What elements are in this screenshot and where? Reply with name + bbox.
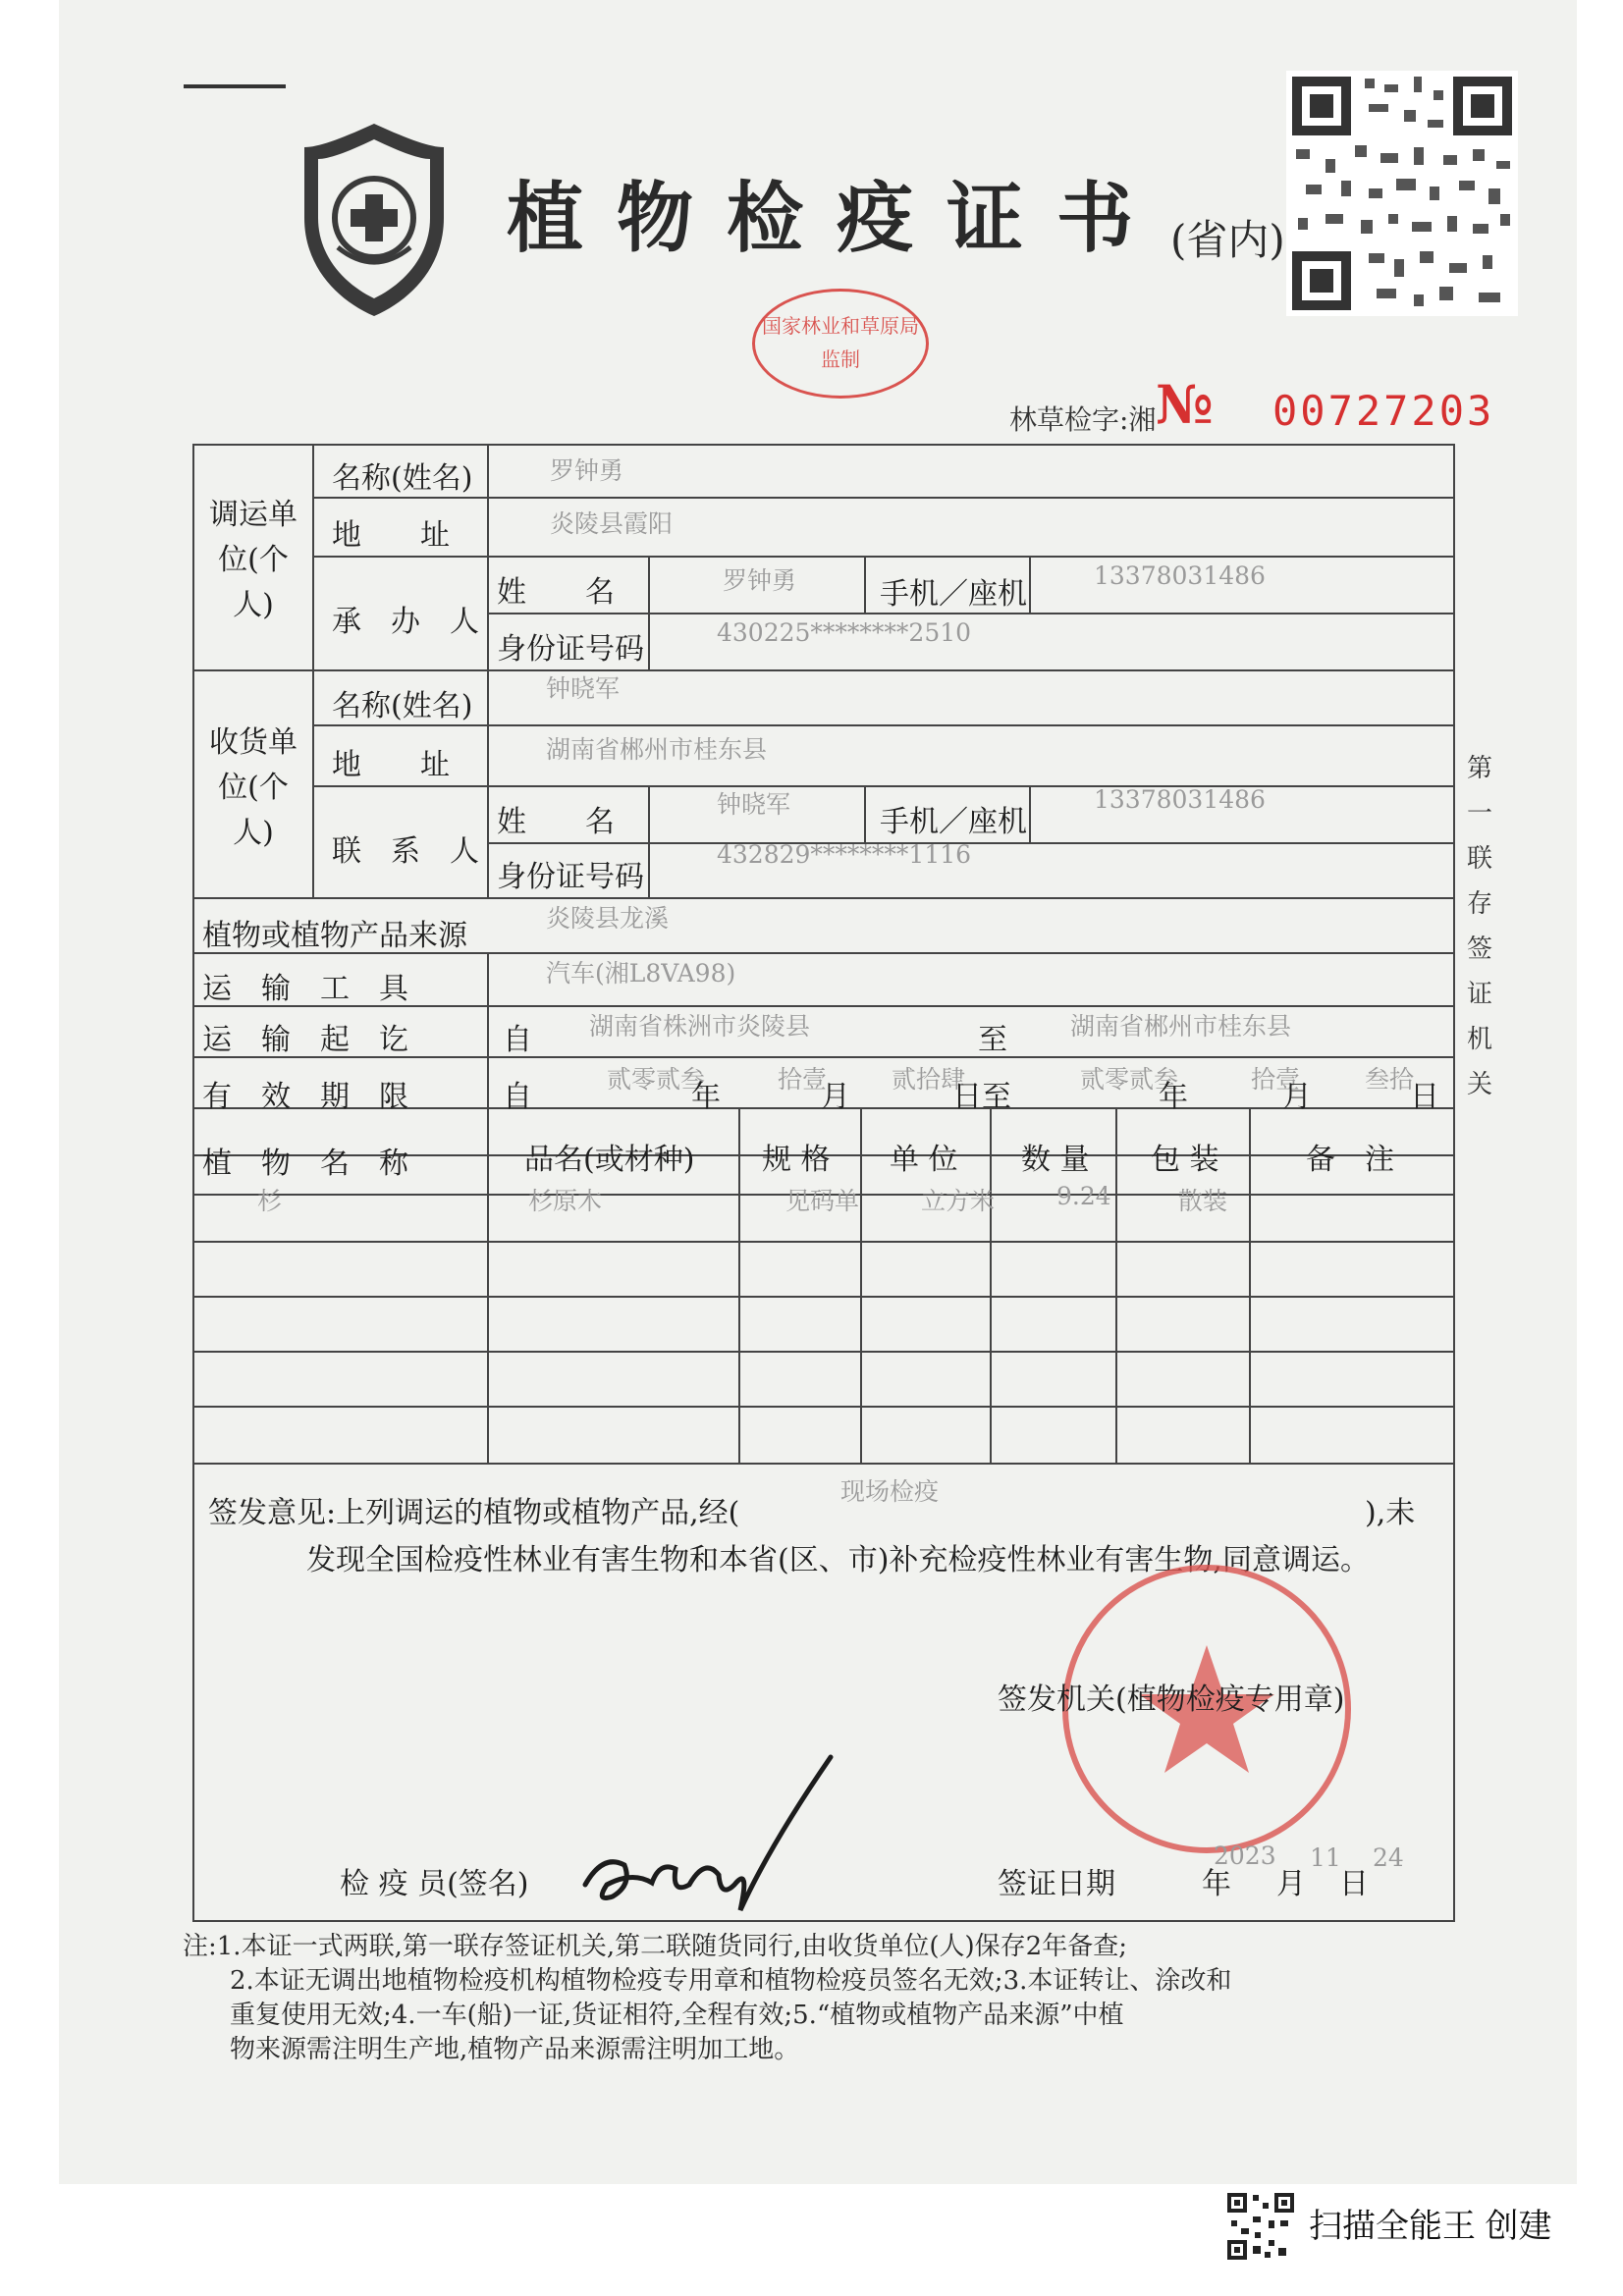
validity-year-label-2: 年 — [1159, 1080, 1188, 1114]
route-label: 运 输 起 讫 — [202, 1023, 408, 1057]
shipper-person-name-label: 姓 名 — [497, 575, 615, 610]
validity-from-year: 贰零贰叁 — [607, 1065, 706, 1094]
route-from-value: 湖南省株洲市炎陵县 — [589, 1012, 811, 1041]
goods-header-variety: 品名(或材种) — [524, 1143, 695, 1177]
issue-date-year: 2023 — [1214, 1842, 1276, 1870]
qr-code-icon — [1286, 71, 1518, 316]
shipper-address-label: 地 址 — [332, 518, 450, 553]
document-title: 植物检疫证书 — [507, 174, 1167, 263]
shield-emblem-icon — [300, 120, 448, 321]
issue-date-day: 24 — [1373, 1843, 1404, 1872]
validity-to-day: 叁拾 — [1365, 1065, 1415, 1094]
goods-cell-variety: 杉原木 — [528, 1187, 603, 1215]
goods-cell-unit: 立方米 — [921, 1187, 996, 1215]
receiver-id-value: 432829********1116 — [717, 840, 972, 869]
issue-month-label: 月 — [1276, 1867, 1306, 1901]
receiver-id-label: 身份证号码 — [497, 860, 644, 894]
shipper-handler-label: 承 办 人 — [332, 605, 479, 639]
issue-date-label: 签证日期 — [998, 1867, 1115, 1901]
validity-to-year: 贰零贰叁 — [1080, 1065, 1179, 1094]
route-from-label: 自 — [503, 1023, 532, 1057]
opinion-suffix: ),未 — [1365, 1496, 1416, 1530]
receiver-address-label: 地 址 — [332, 748, 450, 782]
shipper-section-label: 调运单位(个人) — [209, 498, 298, 622]
goods-header-packing: 包 装 — [1151, 1143, 1219, 1177]
serial-no-mark: № — [1156, 373, 1214, 436]
validity-day-to-label: 日至 — [952, 1080, 1011, 1114]
receiver-section-label: 收货单位(个人) — [209, 725, 298, 850]
inspector-label: 检 疫 员(签名) — [340, 1867, 529, 1901]
validity-month-label-2: 月 — [1282, 1080, 1312, 1114]
goods-header-unit: 单 位 — [890, 1143, 958, 1177]
origin-label: 植物或植物产品来源 — [202, 919, 467, 953]
inspector-signature — [573, 1737, 868, 1924]
footer-qr-icon — [1225, 2191, 1296, 2262]
monitor-stamp — [752, 289, 929, 399]
monitor-stamp-text: 国家林业和草原局 监制 — [762, 314, 919, 371]
opinion-prefix: 签发意见:上列调运的植物或植物产品,经( — [208, 1496, 740, 1530]
shipper-phone-label: 手机／座机 — [880, 577, 1027, 612]
opinion-method: 现场检疫 — [840, 1477, 940, 1506]
goods-header-spec: 规 格 — [762, 1143, 831, 1177]
goods-cell-spec: 见码单 — [785, 1187, 860, 1215]
receiver-name-value: 钟晓军 — [546, 674, 621, 703]
goods-header-quantity: 数 量 — [1021, 1143, 1090, 1177]
shipper-person-name-value: 罗钟勇 — [723, 566, 797, 595]
shipper-id-label: 身份证号码 — [497, 632, 644, 667]
footnote-line: 注:1.本证一式两联,第一联存签证机关,第二联随货同行,由收货单位(人)保存2年备查; — [183, 1932, 1127, 1961]
route-to-label: 至 — [978, 1023, 1007, 1057]
transport-value: 汽车(湘L8VA98) — [546, 959, 736, 988]
validity-from-day: 贰拾肆 — [892, 1065, 966, 1094]
footnote-line: 2.本证无调出地植物检疫机构植物检疫专用章和植物检疫员签名无效;3.本证转让、涂改和 — [230, 1966, 1232, 1996]
corner-dash — [184, 84, 286, 88]
validity-label: 有 效 期 限 — [202, 1080, 408, 1114]
validity-from-month: 拾壹 — [778, 1065, 828, 1094]
goods-cell-packing: 散装 — [1178, 1187, 1228, 1215]
serial-number: 00727203 — [1272, 387, 1495, 435]
validity-to-month: 拾壹 — [1251, 1065, 1301, 1094]
shipper-id-value: 430225********2510 — [717, 618, 972, 647]
issuing-authority-label: 签发机关(植物检疫专用章) — [998, 1682, 1345, 1717]
receiver-contact-label: 联 系 人 — [332, 834, 479, 869]
goods-header-remark: 备 注 — [1306, 1143, 1394, 1177]
footnotes — [183, 1930, 1469, 2067]
route-to-value: 湖南省郴州市桂东县 — [1070, 1012, 1292, 1041]
goods-header-plant-name: 植 物 名 称 — [202, 1147, 408, 1181]
shipper-address-value: 炎陵县霞阳 — [550, 509, 674, 538]
issue-year-label: 年 — [1202, 1867, 1231, 1901]
document-subtitle: (省内) — [1170, 216, 1285, 264]
receiver-phone-label: 手机／座机 — [880, 805, 1027, 839]
validity-month-label: 月 — [821, 1080, 850, 1114]
origin-value: 炎陵县龙溪 — [546, 904, 670, 933]
validity-year-label: 年 — [691, 1080, 721, 1114]
transport-label: 运 输 工 具 — [202, 972, 408, 1006]
shipper-name-value: 罗钟勇 — [550, 456, 624, 485]
opinion-line2: 发现全国检疫性林业有害生物和本省(区、市)补充检疫性林业有害生物,同意调运。 — [306, 1543, 1370, 1577]
receiver-person-name-label: 姓 名 — [497, 805, 615, 839]
issue-date-month: 11 — [1310, 1843, 1341, 1872]
shipper-phone-value: 13378031486 — [1094, 561, 1266, 590]
receiver-phone-value: 13378031486 — [1094, 785, 1266, 814]
issue-day-label: 日 — [1339, 1867, 1369, 1901]
receiver-name-label: 名称(姓名) — [332, 689, 473, 723]
serial-label: 林草检字:湘 — [1009, 403, 1157, 436]
copy-side-note: 第一联存签证机关 — [1466, 754, 1492, 1099]
receiver-address-value: 湖南省郴州市桂东县 — [546, 735, 768, 764]
footnote-line: 重复使用无效;4.一车(船)一证,货证相符,全程有效;5.“植物或植物产品来源”中植 — [230, 2001, 1124, 2030]
goods-cell-quantity: 9.24 — [1056, 1182, 1111, 1210]
goods-cell-plant: 杉 — [257, 1187, 283, 1215]
shipper-name-label: 名称(姓名) — [332, 461, 473, 496]
validity-from-label: 自 — [503, 1080, 532, 1114]
footer-brand: 扫描全能王 创建 — [1309, 2208, 1552, 2245]
footnote-line: 物来源需注明生产地,植物产品来源需注明加工地。 — [230, 2035, 800, 2064]
receiver-person-name-value: 钟晓军 — [717, 790, 791, 819]
validity-day-label: 日 — [1410, 1080, 1439, 1114]
